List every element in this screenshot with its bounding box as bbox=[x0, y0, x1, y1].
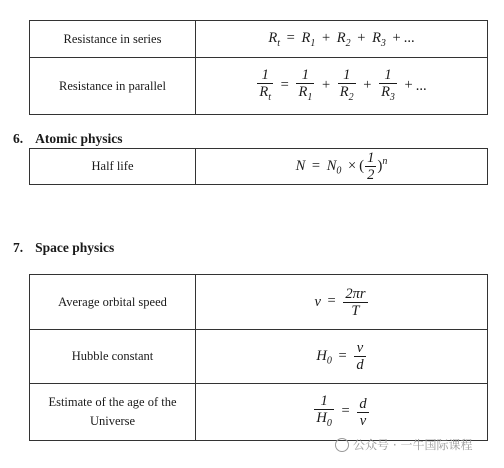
atomic-physics-formula-table bbox=[29, 148, 488, 185]
row-label: Estimate of the age of the Universe bbox=[30, 384, 196, 441]
table-row bbox=[30, 58, 488, 115]
watermark bbox=[335, 436, 472, 453]
orbital-speed-formula: v = $\frac{2\pi r}{T}$ bbox=[196, 275, 488, 330]
table-row bbox=[30, 384, 488, 441]
wechat-icon bbox=[335, 438, 349, 452]
table-row bbox=[30, 21, 488, 58]
hubble-constant-formula: $H_0$ = $\frac{v}{d}$ bbox=[196, 330, 488, 384]
table-row bbox=[30, 275, 488, 330]
universe-age-formula: $\frac{1}{H_0}$ = $\frac{d}{v}$ bbox=[196, 384, 488, 441]
section-heading-space-physics: 7. Space physics bbox=[13, 240, 115, 255]
row-label: Half life bbox=[30, 149, 196, 185]
space-physics-formula-table bbox=[29, 274, 488, 441]
section-heading-atomic-physics: 6. Atomic physics bbox=[13, 131, 123, 146]
watermark-text: 公众号 · 一牛国际课程 bbox=[353, 438, 473, 452]
electricity-formula-table bbox=[29, 20, 488, 115]
table-row bbox=[30, 149, 488, 185]
table-row bbox=[30, 330, 488, 384]
half-life-formula: $N = N_0$ × ( $\frac{1}{2}$ )$^n$ bbox=[196, 149, 488, 185]
row-label: Resistance in series bbox=[30, 21, 196, 58]
series-resistance-formula: $R_t = R_1 + R_2 + R_3$ + ... bbox=[196, 21, 488, 58]
row-label: Resistance in parallel bbox=[30, 58, 196, 115]
row-label: Hubble constant bbox=[30, 330, 196, 384]
row-label: Average orbital speed bbox=[30, 275, 196, 330]
parallel-resistance-formula: $\frac{1}{R_t}$ = $\frac{1}{R_1}$ + $\frac{1}{R_2}$ + $\frac{1}{R_3}$ + ... bbox=[196, 58, 488, 115]
